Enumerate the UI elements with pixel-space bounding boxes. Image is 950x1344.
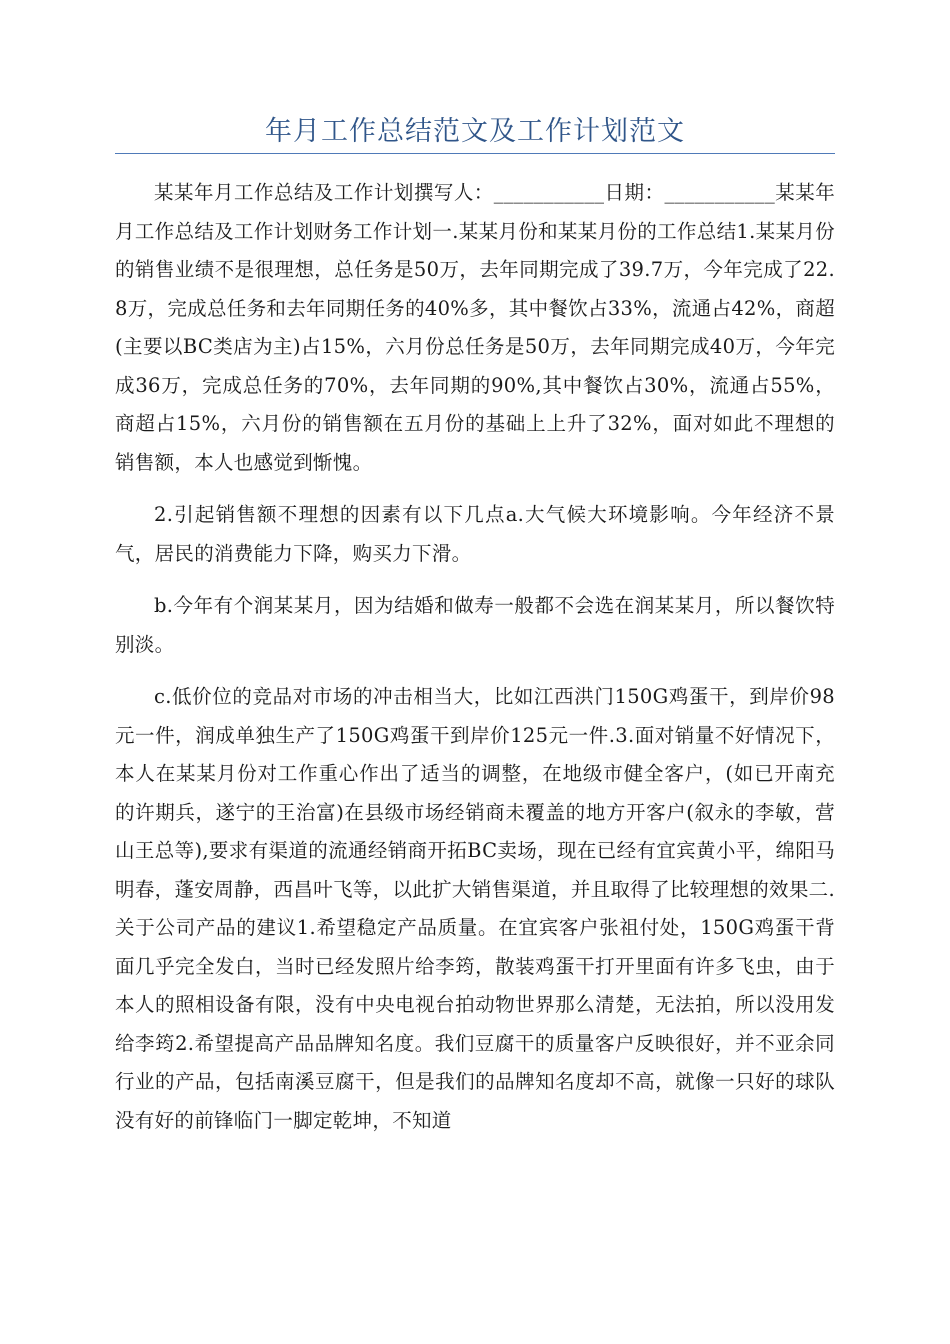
paragraph: 某某年月工作总结及工作计划撰写人：___________日期：___________某某年月工作总结及工作计划财务工作计划一.某某月份和某某月份的工作总结1.某某月份的销售业绩不是很理想，总任务是50万，去年同期完成了39.7万，今年完成了22.8万，完成总任务和去年同期任务的40%多，其中餐饮占33%，流通占42%，商超(主要以BC类店为主)占15%，六月份总任务是50万，去年同期完成40万，今年完成36万，完成总任务的70%，去年同期的90%,其中餐饮占30%，流通占55%，商超占15%，六月份的销售额在五月份的基础上上升了32%，面对如此不理想的销售额，本人也感觉到惭愧。 <box>115 181 835 474</box>
paragraph: b.今年有个润某某月，因为结婚和做寿一般都不会选在润某某月，所以餐饮特别淡。 <box>115 594 835 656</box>
document-body <box>115 174 835 1154</box>
document-title: 年月工作总结范文及工作计划范文 <box>265 116 685 147</box>
paragraph: 2.引起销售额不理想的因素有以下几点a.大气候大环境影响。今年经济不景气，居民的消费能力下降，购买力下滑。 <box>115 503 835 565</box>
title-underline <box>115 153 835 154</box>
paragraph: c.低价位的竞品对市场的冲击相当大，比如江西洪门150G鸡蛋干，到岸价98元一件，润成单独生产了150G鸡蛋干到岸价125元一件.3.面对销量不好情况下，本人在某某月份对工作重心作出了适当的调整，在地级市健全客户，(如已开南充的许期兵，遂宁的王治富)在县级市场经销商未覆盖的地方开客户(叙永的李敏，营山王总等),要求有渠道的流通经销商开拓BC卖场，现在已经有宜宾黄小平，绵阳马明春，蓬安周静，西昌叶飞等，以此扩大销售渠道，并且取得了比较理想的效果二.关于公司产品的建议1.希望稳定产品质量。在宜宾客户张祖付处，150G鸡蛋干背面几乎完全发白，当时已经发照片给李筠，散装鸡蛋干打开里面有许多飞虫，由于本人的照相设备有限，没有中央电视台拍动物世界那么清楚，无法拍，所以没用发给李筠2.希望提高产品品牌知名度。我们豆腐干的质量客户反映很好，并不亚余同行业的产品，包括南溪豆腐干，但是我们的品牌知名度却不高，就像一只好的球队没有好的前锋临门一脚定乾坤，不知道 <box>115 685 835 1132</box>
